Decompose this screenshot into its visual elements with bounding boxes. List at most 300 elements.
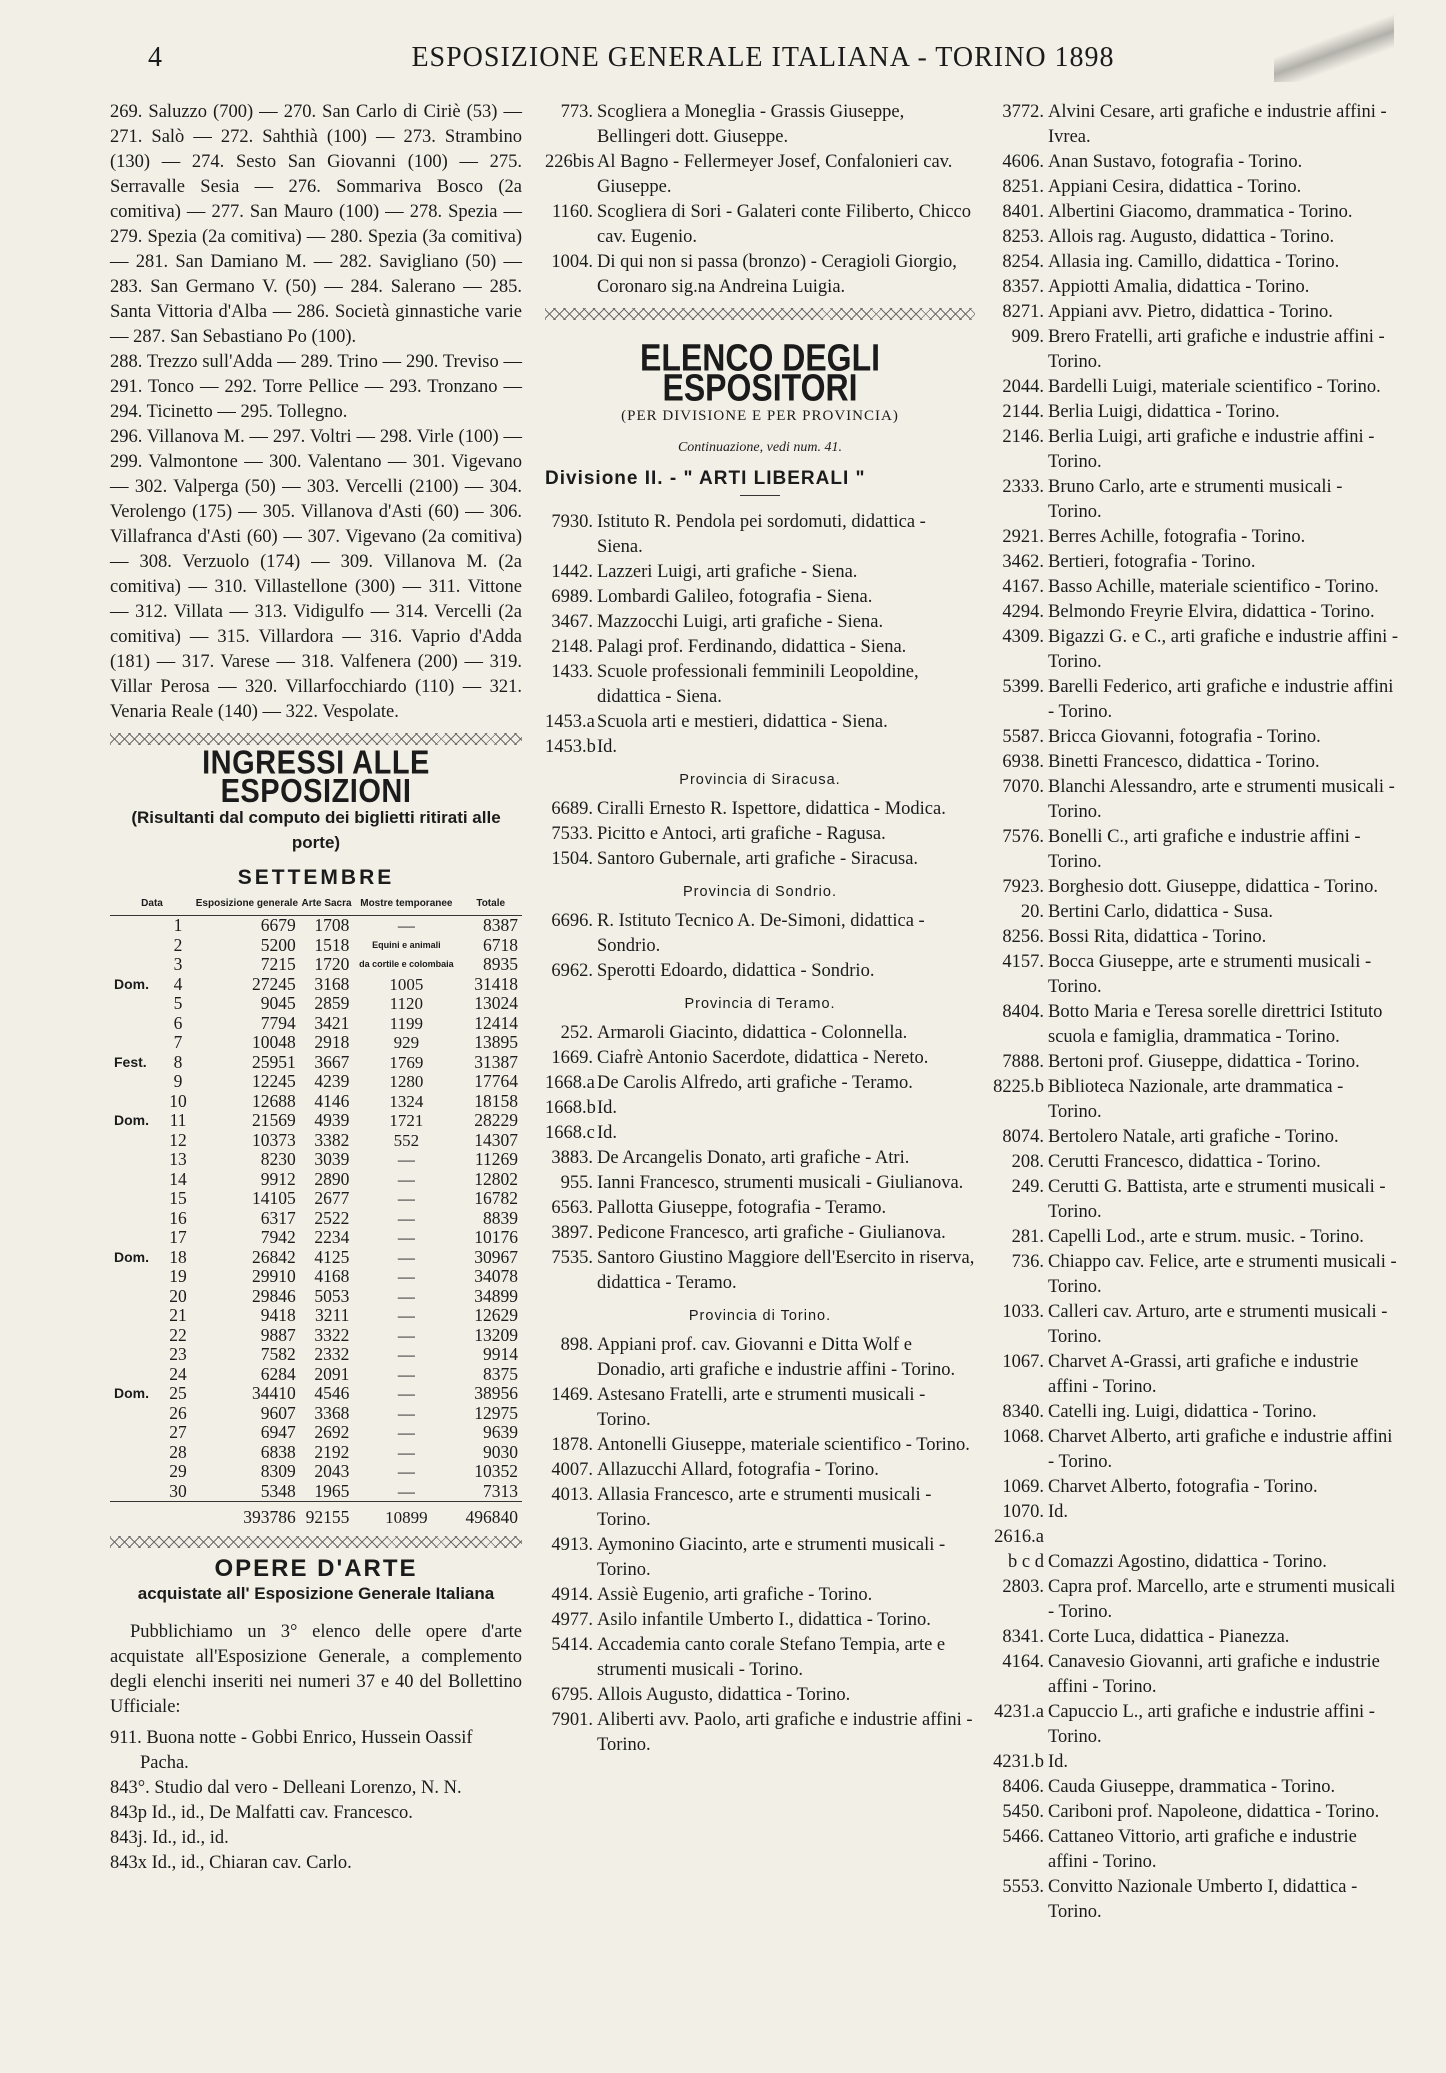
table-row [110, 1033, 522, 1053]
cell-d: 6 [173, 1012, 183, 1033]
list-item [988, 475, 1398, 525]
list-item [988, 725, 1398, 750]
cell-t: 8375 [483, 1363, 518, 1384]
cell-d: 29 [169, 1461, 187, 1481]
cell-g: 25951 [252, 1051, 296, 1072]
cell-d: 8 [173, 1051, 183, 1072]
list-item [988, 1500, 1398, 1525]
intro-paragraphs [110, 100, 522, 725]
cell-m: Equini e animali [372, 939, 441, 950]
list-item [988, 525, 1398, 550]
entry-text: Id. [597, 1123, 618, 1143]
exhibitor-list-torino [988, 100, 1398, 1925]
opere-entry: 911. Buona notte - Gobbi Enrico, Hussein Oassif Pacha. [110, 1727, 473, 1773]
list-item [988, 875, 1398, 900]
entry-number: 1067. [1002, 1352, 1044, 1372]
cell-g: 12245 [252, 1071, 296, 1091]
entry-text: Scuola arti e mestieri, didattica - Siena. [597, 712, 888, 732]
cell-lab [110, 1267, 162, 1287]
cell-d: 21 [169, 1305, 187, 1325]
entry-number: 5553. [1002, 1877, 1044, 1897]
cell-t: 30967 [474, 1246, 518, 1267]
list-item [545, 1633, 975, 1683]
entry-text: Id. [1048, 1752, 1069, 1772]
cell-s: 5053 [314, 1285, 350, 1306]
entry-text: De Carolis Alfredo, arti grafiche - Teramo. [597, 1073, 913, 1093]
running-title: ESPOSIZIONE GENERALE ITALIANA - TORINO 1898 [411, 42, 1115, 73]
entry-text: Id. [1048, 1502, 1069, 1522]
table-row [110, 1306, 522, 1326]
cell-m: — [397, 1189, 415, 1208]
exhibitor-sections [545, 510, 975, 1758]
cell-d: 27 [169, 1422, 187, 1442]
entry-number: 8254. [1002, 252, 1044, 272]
intro-paragraph: 269. Saluzzo (700) — 270. San Carlo di Ciriè (53) — 271. Salò — 272. Sahthià (100) — 273. Strambino (130) — 274. Sesto San Giovanni (100) — 275. Serravalle Sesia — 276. Sommariva Bosco (2a comitiva) — 277. San Mauro (100) — 278. Spezia — 279. Spezia (2a comitiva) — 280. Spezia (3a comitiva) — 281. San Damiano M. — 282. Savigliano (50) — 283. San Germano V. (50) — 284. Salerano — 285. Santa Vittoria d'Alba — 286. Società ginnastiche varie — 287. San Sebastiano Po (100). [110, 102, 522, 347]
list-item [988, 1800, 1398, 1825]
cell-m: 1199 [389, 1013, 424, 1033]
entry-number: 208. [1011, 1152, 1044, 1172]
col-header-generale: Esposizione generale [194, 896, 300, 916]
list-item [988, 1425, 1398, 1475]
cell-t: 18158 [474, 1090, 518, 1111]
cell-lab [110, 1072, 162, 1092]
cell-d: 4 [173, 973, 183, 994]
entry-number: 2144. [1002, 402, 1044, 422]
decorative-divider [545, 308, 975, 320]
cell-g: 8230 [260, 1149, 296, 1169]
cell-d: 20 [169, 1285, 187, 1306]
entry-number: 736. [1011, 1252, 1044, 1272]
entry-text: Charvet Alberto, fotografia - Torino. [1048, 1477, 1318, 1497]
table-row [110, 1228, 522, 1248]
total-empty [162, 1502, 194, 1528]
cell-d: 24 [169, 1363, 187, 1384]
list-item [988, 1300, 1398, 1350]
cell-d: 23 [169, 1344, 187, 1364]
cell-lab: Dom. [114, 1385, 149, 1401]
opere-subtitle: acquistate all' Esposizione Generale Italiana [137, 1583, 495, 1603]
elenco-continuation: Continuazione, vedi num. 41. [677, 440, 843, 455]
entry-text: Id. [597, 737, 618, 757]
entry-number: 6696. [551, 911, 593, 931]
entry-number: 2333. [1002, 477, 1044, 497]
total-m: 10899 [353, 1502, 459, 1528]
cell-m: — [397, 1442, 415, 1462]
entry-number: 3772. [1002, 102, 1044, 122]
list-item [545, 610, 975, 635]
entry-text: Appiani prof. cav. Giovanni e Ditta Wolf e Donadio, arti grafiche e industrie affini - Torino. [597, 1335, 956, 1380]
list-item [545, 1333, 975, 1383]
list-item [545, 909, 975, 959]
list-item [545, 660, 975, 710]
entry-number: 6795. [551, 1685, 593, 1705]
cell-m: 929 [393, 1033, 420, 1052]
elenco-title: ELENCO DEGLI ESPOSITORI [639, 335, 880, 409]
entry-text: Chiappo cav. Felice, arte e strumenti musicali - Torino. [1048, 1252, 1397, 1297]
cell-lab [110, 955, 162, 975]
cell-lab [110, 1345, 162, 1365]
month-heading: SETTEMBRE [237, 866, 395, 889]
cell-g: 21569 [252, 1110, 296, 1130]
entry-number: 1669. [551, 1048, 593, 1068]
list-item [545, 1683, 975, 1708]
cell-g: 7794 [260, 1012, 296, 1033]
cell-s: 2043 [314, 1461, 350, 1481]
list-item [545, 1046, 975, 1071]
division-heading: Divisione II. - " ARTI LIBERALI " [545, 468, 866, 489]
table-row [110, 975, 522, 995]
cell-d: 14 [169, 1168, 187, 1189]
cell-m: — [397, 1208, 415, 1228]
table-row [110, 1053, 522, 1073]
cell-t: 8935 [483, 954, 518, 974]
cell-t: 10176 [474, 1227, 518, 1247]
entry-number: 3462. [1002, 552, 1044, 572]
entry-number: 1070. [1002, 1502, 1044, 1522]
cell-s: 2677 [314, 1188, 350, 1208]
list-item [988, 1625, 1398, 1650]
table-row [110, 994, 522, 1014]
cell-lab [110, 1092, 162, 1112]
entry-text: De Arcangelis Donato, arti grafiche - Atri. [597, 1148, 910, 1168]
cell-g: 5200 [260, 934, 296, 955]
cell-lab [110, 1033, 162, 1053]
entry-number: 773. [560, 102, 593, 122]
short-rule [740, 495, 780, 496]
opere-title: OPERE D'ARTE [214, 1554, 418, 1582]
cell-t: 8839 [483, 1207, 518, 1228]
cell-lab [110, 1189, 162, 1209]
cell-s: 2859 [314, 993, 350, 1013]
list-item [988, 1575, 1398, 1625]
entry-number: 5450. [1002, 1802, 1044, 1822]
cell-lab: Dom. [114, 1248, 149, 1265]
cell-m: da cortile e colombaia [359, 959, 454, 969]
cell-t: 31418 [474, 973, 518, 994]
table-row [110, 1384, 522, 1404]
entry-text: Barelli Federico, arti grafiche e industrie affini - Torino. [1048, 677, 1394, 722]
cell-lab [110, 994, 162, 1014]
entry-text: Appiotti Amalia, didattica - Torino. [1048, 277, 1310, 297]
cell-lab: Dom. [114, 975, 149, 992]
cell-m: — [397, 1150, 415, 1169]
list-item [545, 1608, 975, 1633]
entry-text: Canavesio Giovanni, arti grafiche e industrie affini - Torino. [1048, 1652, 1380, 1697]
list-item [545, 1533, 975, 1583]
cell-m: — [397, 1286, 415, 1306]
list-item [988, 275, 1398, 300]
table-row [110, 1170, 522, 1190]
cell-s: 2522 [314, 1207, 350, 1228]
list-item [988, 375, 1398, 400]
entry-text: Asilo infantile Umberto I., didattica - Torino. [597, 1610, 931, 1630]
entry-text: Ciafrè Antonio Sacerdote, didattica - Nereto. [597, 1048, 929, 1068]
opere-entry: 843°. Studio dal vero - Delleani Lorenzo, N. N. [110, 1777, 462, 1798]
total-empty [110, 1502, 162, 1528]
list-item [545, 1171, 975, 1196]
cell-g: 9045 [260, 993, 296, 1013]
list-item [545, 150, 975, 200]
cell-s: 4146 [314, 1090, 350, 1111]
list-item [545, 1583, 975, 1608]
list-item [988, 150, 1398, 175]
entry-number: 4167. [1002, 577, 1044, 597]
cell-t: 14307 [474, 1129, 518, 1150]
cell-d: 28 [169, 1441, 187, 1462]
opere-entry: 843j. Id., id., id. [110, 1827, 229, 1848]
table-row [110, 1150, 522, 1170]
cell-s: 4168 [314, 1266, 350, 1286]
list-item [988, 625, 1398, 675]
cell-m: — [397, 1247, 415, 1267]
entry-text: Allois Augusto, didattica - Torino. [597, 1685, 851, 1705]
entry-number: 2803. [1002, 1577, 1044, 1597]
entry-number: 2616.a b c d [994, 1527, 1044, 1572]
cell-lab: Fest. [114, 1053, 147, 1070]
list-item [988, 675, 1398, 725]
totals-row [110, 1502, 522, 1528]
entry-text: Convitto Nazionale Umberto I, didattica - Torino. [1048, 1877, 1358, 1922]
entry-number: 3467. [551, 612, 593, 632]
cell-lab [110, 1131, 162, 1151]
entry-text: Capelli Lod., arte e strum. music. - Torino. [1048, 1227, 1364, 1247]
cell-g: 6838 [260, 1441, 296, 1462]
list-item [988, 425, 1398, 475]
cell-t: 28229 [474, 1110, 518, 1130]
list-item [988, 1075, 1398, 1125]
entry-text: Cariboni prof. Napoleone, didattica - Torino. [1048, 1802, 1380, 1822]
entry-text: Cerutti Francesco, didattica - Torino. [1048, 1152, 1321, 1172]
entry-text: Aymonino Giacinto, arte e strumenti musicali - Torino. [597, 1535, 946, 1580]
entry-text: Charvet Alberto, arti grafiche e industrie affini - Torino. [1048, 1427, 1393, 1472]
entry-text: Borghesio dott. Giuseppe, didattica - Torino. [1048, 877, 1378, 897]
entry-number: 1668.c [545, 1123, 595, 1143]
entry-text: Berlia Luigi, didattica - Torino. [1048, 402, 1280, 422]
entry-text: Scuole professionali femminili Leopoldine, didattica - Siena. [597, 662, 919, 707]
cell-m: — [397, 1481, 415, 1501]
column-right [988, 100, 1398, 1925]
entry-number: 4231.a [994, 1702, 1044, 1722]
entry-number: 8253. [1002, 227, 1044, 247]
list-item [545, 635, 975, 660]
total-t: 496840 [459, 1502, 522, 1528]
cell-s: 4125 [314, 1246, 350, 1267]
entry-text: Sperotti Edoardo, didattica - Sondrio. [597, 961, 875, 981]
list-item [988, 575, 1398, 600]
list-item [988, 775, 1398, 825]
cell-g: 9607 [260, 1402, 296, 1423]
list-item [988, 1000, 1398, 1050]
cell-lab [110, 1482, 162, 1502]
cell-g: 27245 [252, 973, 296, 994]
entry-text: Scogliera a Moneglia - Grassis Giuseppe, Bellingeri dott. Giuseppe. [597, 102, 905, 147]
list-item [988, 400, 1398, 425]
cell-s: 3039 [314, 1149, 350, 1169]
entry-number: 7930. [551, 512, 593, 532]
cell-s: 4239 [314, 1071, 350, 1091]
entry-number: 226bis [545, 152, 595, 172]
entry-text: Capra prof. Marcello, arte e strumenti musicali - Torino. [1048, 1577, 1396, 1622]
table-row [110, 1092, 522, 1112]
entry-number: 4007. [551, 1460, 593, 1480]
cell-g: 10048 [252, 1032, 296, 1052]
entry-text: Bertieri, fotografia - Torino. [1048, 552, 1256, 572]
cell-lab [110, 1287, 162, 1307]
entry-number: 3897. [551, 1223, 593, 1243]
cell-s: 1965 [314, 1480, 350, 1501]
cell-m: 1280 [389, 1072, 424, 1091]
cell-t: 31387 [474, 1051, 518, 1072]
column-middle [545, 100, 975, 1758]
cell-t: 12629 [474, 1305, 518, 1325]
entry-number: 6989. [551, 587, 593, 607]
cell-t: 17764 [474, 1071, 518, 1091]
cell-g: 9912 [260, 1168, 296, 1189]
entry-number: 1033. [1002, 1302, 1044, 1322]
entry-number: 898. [560, 1335, 593, 1355]
list-item [988, 1650, 1398, 1700]
entry-text: Palagi prof. Ferdinando, didattica - Siena. [597, 637, 907, 657]
cell-d: 2 [173, 934, 183, 955]
cell-d: 9 [173, 1071, 183, 1091]
cell-m: 1120 [389, 994, 424, 1013]
table-row [110, 1345, 522, 1365]
table-row [110, 1462, 522, 1482]
cell-g: 9887 [260, 1324, 296, 1345]
decorative-divider [110, 1536, 522, 1548]
entry-text: Bricca Giovanni, fotografia - Torino. [1048, 727, 1321, 747]
entry-number: 7923. [1002, 877, 1044, 897]
list-item [988, 300, 1398, 325]
entry-number: 4309. [1002, 627, 1044, 647]
entry-number: 6563. [551, 1198, 593, 1218]
entry-text: Allasia ing. Camillo, didattica - Torino. [1048, 252, 1340, 272]
ingressi-title: INGRESSI ALLE ESPOSIZIONI [202, 744, 430, 811]
table-row [110, 1131, 522, 1151]
list-item [988, 750, 1398, 775]
entry-number: 4013. [551, 1485, 593, 1505]
list-item [988, 1250, 1398, 1300]
opere-list [110, 1726, 522, 1876]
cell-t: 12802 [474, 1168, 518, 1189]
entry-text: Cauda Giuseppe, drammatica - Torino. [1048, 1777, 1336, 1797]
entry-number: 1160. [552, 202, 593, 222]
entry-text: Ianni Francesco, strumenti musicali - Giulianova. [597, 1173, 964, 1193]
list-item [545, 250, 975, 300]
entry-text: Capuccio L., arti grafiche e industrie affini - Torino. [1048, 1702, 1375, 1747]
list-item [988, 1475, 1398, 1500]
table-row [110, 1267, 522, 1287]
list-item [988, 1125, 1398, 1150]
entry-number: 1068. [1002, 1427, 1044, 1447]
list-item [988, 600, 1398, 625]
opere-intro: Pubblichiamo un 3° elenco delle opere d'arte acquistate all'Esposizione Generale, a complemento degli elenchi inseriti nei numeri 37 e 40 del Bollettino Ufficiale: [110, 1621, 522, 1717]
list-item [988, 900, 1398, 925]
cell-lab [110, 1014, 162, 1034]
entry-number: 249. [1011, 1177, 1044, 1197]
list-item [545, 847, 975, 872]
entry-number: 1878. [551, 1435, 593, 1455]
entry-number: 2148. [551, 637, 593, 657]
table-row [110, 1248, 522, 1268]
list-item [545, 200, 975, 250]
cell-g: 8309 [260, 1461, 296, 1481]
cell-m: 552 [393, 1130, 420, 1150]
list-item [545, 1433, 975, 1458]
cell-s: 2332 [314, 1344, 350, 1364]
cell-m: — [397, 1306, 415, 1325]
cell-t: 9030 [483, 1441, 518, 1462]
cell-s: 1518 [314, 934, 350, 955]
list-item [988, 250, 1398, 275]
cell-g: 34410 [252, 1383, 296, 1403]
list-item [988, 225, 1398, 250]
entry-text: Cattaneo Vittorio, arti grafiche e industrie affini - Torino. [1048, 1827, 1357, 1872]
cell-t: 7313 [483, 1480, 518, 1501]
entry-text: Catelli ing. Luigi, didattica - Torino. [1048, 1402, 1317, 1422]
table-row [110, 1189, 522, 1209]
entry-number: 4977. [551, 1610, 593, 1630]
cell-m: — [397, 1325, 415, 1345]
entry-text: Ciralli Ernesto R. Ispettore, didattica - Modica. [597, 799, 946, 819]
entry-text: Scogliera di Sori - Galateri conte Filiberto, Chicco cav. Eugenio. [597, 202, 972, 247]
entry-number: 8074. [1002, 1127, 1044, 1147]
entry-number: 1433. [551, 662, 593, 682]
intro-paragraph: 296. Villanova M. — 297. Voltri — 298. Virle (100) — 299. Valmontone — 300. Valentano — 301. Vigevano — 302. Valperga (50) — 303. Vercelli (2100) — 304. Verolengo (175) — 305. Villanova d'Asti (60) — 306. Villafranca d'Asti (60) — 307. Vigevano (2a comitiva) — 308. Verzuolo (174) — 309. Villanova M. (2a comitiva) — 310. Villastellone (300) — 311. Vittone — 312. Villata — 313. Vidigulfo — 314. Vercelli (2a comitiva) — 315. Villardora — 316. Vaprio d'Adda (181) — 317. Varese — 318. Valfenera (200) — 319. Villar Perosa — 320. Villarfocchiardo (110) — 321. Venaria Reale (140) — 322. Vespolate. [110, 427, 522, 722]
cell-d: 11 [169, 1110, 187, 1130]
cell-t: 13209 [474, 1324, 518, 1345]
entry-number: 8341. [1002, 1627, 1044, 1647]
cell-d: 26 [169, 1402, 187, 1423]
entry-text: Di qui non si passa (bronzo) - Ceragioli Giorgio, Coronaro sig.na Andreina Luigia. [597, 252, 957, 297]
cell-s: 2234 [314, 1227, 350, 1247]
cell-m: — [397, 1364, 415, 1384]
cell-t: 10352 [474, 1461, 518, 1481]
cell-s: 3168 [314, 973, 350, 994]
entry-number: 252. [560, 1023, 593, 1043]
entry-number: 5587. [1002, 727, 1044, 747]
cell-lab [110, 1443, 162, 1463]
list-item [545, 797, 975, 822]
cell-lab [110, 1326, 162, 1346]
list-item [988, 825, 1398, 875]
cell-d: 16 [169, 1207, 187, 1228]
entry-number: 3883. [551, 1148, 593, 1168]
cell-d: 13 [169, 1149, 187, 1169]
entry-number: 4294. [1002, 602, 1044, 622]
cell-t: 38956 [474, 1383, 518, 1403]
entry-text: Calleri cav. Arturo, arte e strumenti musicali - Torino. [1048, 1302, 1388, 1347]
cell-g: 12688 [252, 1090, 296, 1111]
cell-d: 5 [173, 993, 183, 1013]
entry-number: 8404. [1002, 1002, 1044, 1022]
cell-lab [110, 1170, 162, 1190]
cell-lab [110, 1462, 162, 1482]
list-item [988, 1150, 1398, 1175]
list-item [545, 1196, 975, 1221]
entry-text: Pallotta Giuseppe, fotografia - Teramo. [597, 1198, 887, 1218]
cell-s: 4546 [314, 1383, 350, 1403]
entry-number: 20. [1020, 902, 1044, 922]
cell-s: 2192 [314, 1441, 350, 1462]
table-row [110, 1209, 522, 1229]
entry-number: 7533. [551, 824, 593, 844]
entry-text: Basso Achille, materiale scientifico - Torino. [1048, 577, 1379, 597]
col-header-sacra: Arte Sacra [300, 896, 354, 916]
cell-g: 29846 [252, 1285, 296, 1306]
cell-s: 3368 [314, 1402, 350, 1423]
cell-lab [110, 1228, 162, 1248]
